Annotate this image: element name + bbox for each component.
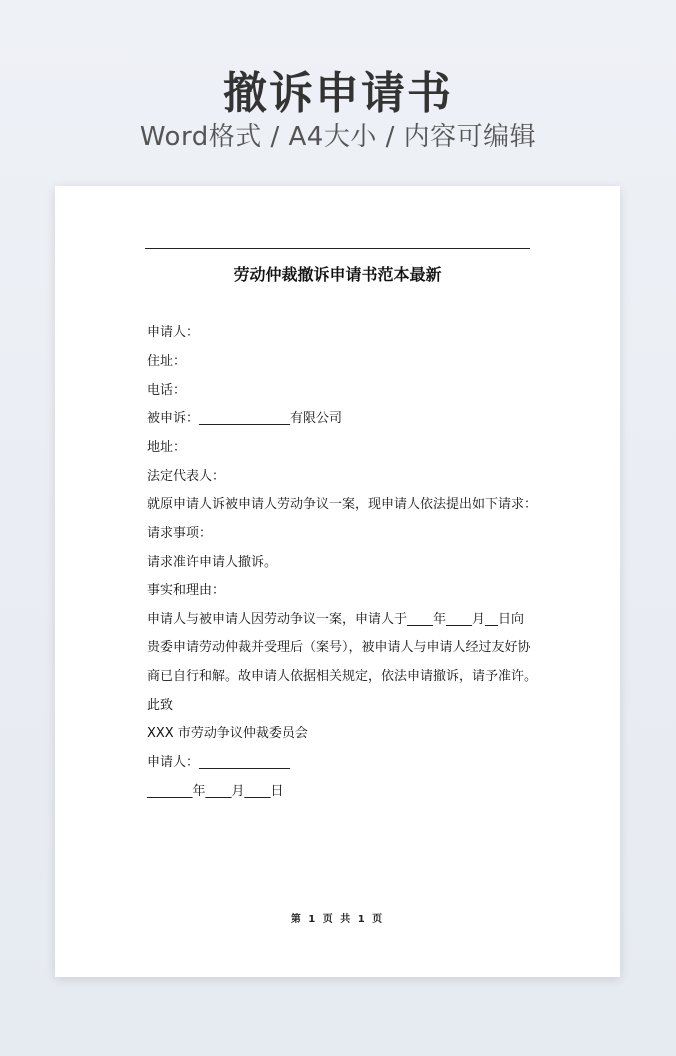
- phone-line: 电话：: [147, 383, 187, 398]
- facts-heading: 事实和理由：: [147, 583, 226, 598]
- facts-paragraph-line: 申请人与被申请人因劳动争议一案，申请人于____年____月__日向: [147, 612, 525, 627]
- request-items-heading: 请求事项：: [147, 526, 213, 541]
- address-line: 住址：: [147, 354, 187, 369]
- page-title: 撤诉申请书: [223, 68, 453, 119]
- respondent-address-line: 地址：: [147, 440, 187, 455]
- request-item-line: 请求准许申请人撤诉。: [147, 555, 278, 570]
- request-intro-line: 就原申请人诉被申请人劳动争议一案，现申请人依法提出如下请求：: [147, 497, 538, 512]
- legal-representative-line: 法定代表人：: [147, 469, 226, 484]
- respondent-line: 被申诉：______________有限公司: [147, 411, 343, 426]
- page-subtitle: Word格式 / A4大小 / 内容可编辑: [139, 122, 537, 152]
- document-page: [55, 186, 620, 977]
- document-title: 劳动仲裁撤诉申请书范本最新: [233, 265, 442, 284]
- facts-paragraph-line: 商已自行和解。故申请人依据相关规定，依法申请撤诉，请予准许。: [147, 669, 538, 684]
- recipient-line: XXX 市劳动争议仲裁委员会: [147, 726, 308, 741]
- applicant-line: 申请人：: [147, 325, 200, 340]
- facts-paragraph-line: 贵委申请劳动仲裁并受理后（案号），被申请人与申请人经过友好协: [147, 640, 531, 655]
- page-number: 第 1 页 共 1 页: [290, 914, 385, 925]
- salutation-line: 此致: [147, 698, 174, 713]
- date-line: _______年____月____日: [147, 784, 284, 799]
- header-rule: [145, 248, 530, 249]
- signature-line: 申请人：______________: [147, 755, 291, 770]
